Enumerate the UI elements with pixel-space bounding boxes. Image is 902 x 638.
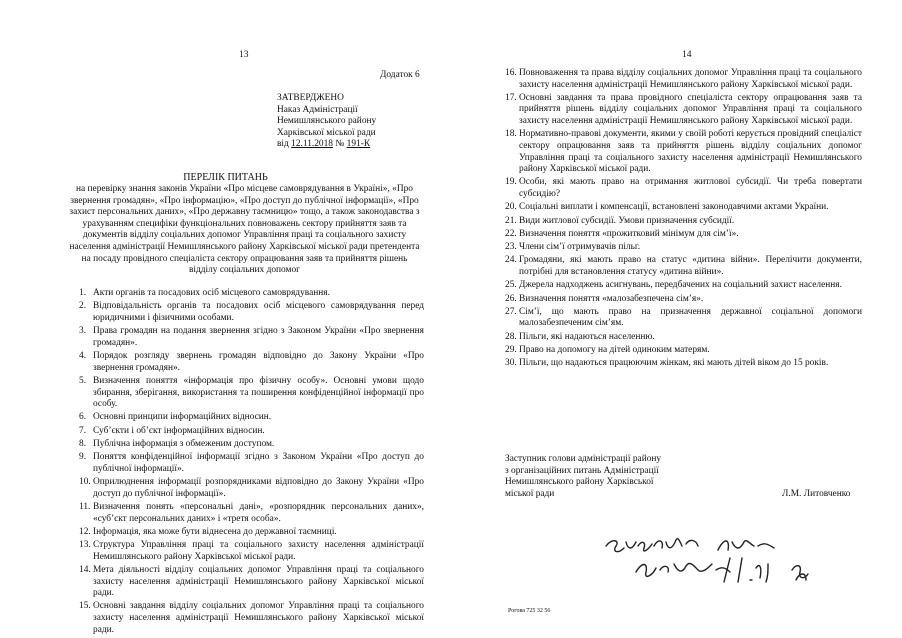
question-text: Громадяни, які мають право на статус «дитина війни». Перелічити документи, потрібні для встановлення статусу «дитина війни». [519, 255, 862, 277]
signatory-title-line: міської ради [505, 488, 555, 499]
question-text: Структура Управління праці та соціального захисту населення адміністрації Немишлянського району Харківської міської ради. [93, 540, 424, 562]
question-number: 1. [79, 288, 87, 298]
document-title: ПЕРЕЛІК ПИТАНЬ [183, 172, 268, 183]
question-number: 15. [79, 601, 91, 612]
question-number: 23. [505, 242, 517, 253]
question-number: 4. [79, 351, 87, 362]
question-item [505, 129, 862, 175]
question-text: Право на допомогу на дітей одиноким матерям. [519, 345, 710, 355]
question-item [505, 93, 862, 128]
question-number: 6. [79, 412, 87, 423]
approval-line: Наказ Адміністрації [277, 104, 358, 115]
question-item [79, 301, 424, 324]
date-prefix: від [277, 139, 292, 150]
approval-block [277, 93, 376, 151]
question-item [79, 412, 424, 424]
question-text: Члени сім’ї отримувачів пільг. [519, 242, 641, 253]
order-date: 12.11.2018 [291, 139, 333, 150]
question-text: Визначення поняття «малозабезпечена сім’я». [519, 293, 704, 304]
question-item [79, 351, 424, 374]
handwritten-signature [598, 528, 828, 588]
question-text: Особи, які мають право на отримання житлової субсидії. Чи треба повертати субсидію? [519, 177, 862, 199]
question-text: Повноваження та права відділу соціальних допомог Управління праці та соціального захисту населення адміністрації Немишлянського району Харківської міської ради. [519, 68, 862, 90]
question-text: Оприлюднення інформації розпорядниками відповідно до Закону України «Про доступ до публічної інформації». [93, 477, 424, 499]
question-number: 11. [79, 501, 91, 512]
question-number: 12. [79, 526, 91, 537]
question-list [79, 288, 424, 638]
question-item [79, 601, 424, 636]
approval-date-line [277, 139, 376, 151]
question-number: 28. [505, 331, 517, 342]
question-item [79, 426, 424, 438]
question-text: Види житлової субсидії. Умови призначення субсидії. [519, 215, 735, 226]
question-item [505, 294, 862, 306]
signatory-title-line: Немишлянського району Харківської [505, 477, 654, 488]
question-text: Основні принципи інформаційних відносин. [93, 412, 272, 423]
question-number: 8. [79, 438, 87, 449]
question-number: 16. [505, 68, 517, 78]
question-item [505, 255, 862, 278]
question-number: 7. [79, 425, 87, 436]
question-text: Мета діяльності відділу соціальних допомог Управління праці та соціального захисту населення адміністрації Немишлянського району Харківської міської ради. [93, 565, 424, 599]
question-text: Основні завдання та права провідного спеціаліста сектору опрацювання заяв та прийняття рішень відділу соціальних допомог Управління праці та соціального захисту населення адміністрації Немишлянського району Харківської міської ради. [519, 92, 862, 127]
approval-heading: ЗАТВЕРДЖЕНО [277, 93, 344, 103]
question-text: Публічна інформація з обмеженим доступом. [93, 438, 275, 449]
question-text: Інформація, яка може бути віднесена до державної таємниці. [93, 526, 337, 537]
order-number: 191-К [346, 139, 371, 150]
question-text: Нормативно-правові документи, якими у своїй роботі керується провідний спеціаліст сектору опрацювання заяв та прийняття рішень відділу соціальних допомог Управління праці та соціального захисту населення адміністрації Немишлянського району Харківської міської ради. [519, 129, 862, 175]
question-item [505, 307, 862, 330]
question-text: Основні завдання відділу соціальних допомог Управління праці та соціального захисту населення адміністрації Немишлянського району Харківської міської ради. [93, 601, 424, 635]
question-text: Джерела надходжень асигнувань, передбачених на соціальний захист населення. [519, 280, 842, 291]
question-number: 27. [505, 306, 517, 317]
approval-line: Харківської міської ради [277, 127, 376, 138]
question-text: Права громадян на подання звернення згідно з Законом України «Про звернення громадян». [93, 326, 424, 348]
question-text: Відповідальність органів та посадових осіб місцевого самоврядування перед юридичними і фізичними особами. [93, 301, 424, 323]
appendix-label: Додаток 6 [380, 70, 420, 80]
question-text: Акти органів та посадових осіб місцевого самоврядування. [93, 288, 330, 298]
question-text: Визначення поняття «інформація про фізичну особу». Основні умови щодо збирання, зберігання, використання та поширення конфіденційної інформації про особу. [93, 375, 424, 410]
question-number: 25. [505, 280, 517, 291]
signatory-title-line: Заступник голови адміністрації району [505, 454, 662, 464]
question-number: 2. [79, 301, 87, 312]
question-number: 19. [505, 177, 517, 188]
question-number: 26. [505, 293, 517, 304]
question-text: Пільги, які надаються населенню. [519, 331, 655, 342]
document-subtitle: на перевірку знання законів України «Про місцеве самоврядування в Україні», «Про звернення громадян», «Про інформацію», «Про доступ до публічної інформації», «Про захист персональних даних», «Про державну таємницю» тощо, а також законодавства з урахуванням специфіки функціональних повноважень сектору прийняття заяв та документів відділу соціальних допомог Управління праці та соціального захисту населення адміністрації Немишлянського району Харківської міської ради претендента на посаду провідного спеціаліста сектору опрацювання заяв та прийняття рішень відділу соціальних допомог [69, 184, 420, 276]
question-item [505, 229, 862, 241]
question-number: 13. [79, 540, 91, 551]
question-number: 20. [505, 202, 517, 213]
question-number: 10. [79, 477, 91, 488]
question-number: 30. [505, 358, 517, 369]
number-prefix: № [333, 139, 347, 150]
question-item [79, 565, 424, 600]
question-number: 17. [505, 92, 517, 103]
signatory-title-line: з організаційних питань Адміністрації [505, 465, 659, 476]
page-number: 14 [682, 50, 692, 60]
question-text: Визначення поняття «прожитковий мінімум для сім’ї». [519, 228, 739, 239]
question-item [79, 376, 424, 411]
question-item [79, 527, 424, 539]
question-list [505, 68, 862, 372]
question-text: Пільги, що надаються працюючим жінкам, які мають дітей віком до 15 років. [519, 358, 829, 369]
question-item [505, 280, 862, 292]
question-number: 21. [505, 215, 517, 226]
question-item [505, 332, 862, 344]
question-item [505, 177, 862, 200]
question-item [505, 202, 862, 214]
question-number: 24. [505, 255, 517, 266]
page-number: 13 [239, 50, 249, 60]
question-number: 5. [79, 375, 87, 386]
question-number: 14. [79, 565, 91, 575]
question-item [79, 326, 424, 349]
question-item [505, 345, 862, 357]
question-item [505, 216, 862, 228]
footer-code: Рогова 725 32 56 [508, 608, 551, 614]
question-number: 18. [505, 129, 517, 140]
signatory-name: Л.М. Литовченко [782, 489, 851, 499]
question-item [79, 452, 424, 475]
approval-line: Немишлянського району [277, 116, 377, 127]
question-text: Визначення понять «персональні дані», «розпорядник персональних даних», «суб’єкт персональних даних» і «третя особа». [93, 501, 424, 524]
question-text: Порядок розгляду звернень громадян відповідно до Закону України «Про звернення громадян». [93, 351, 424, 373]
question-item [79, 439, 424, 451]
question-number: 29. [505, 345, 517, 355]
question-item [79, 288, 424, 300]
question-item [79, 477, 424, 500]
question-item [79, 540, 424, 563]
left-page [0, 0, 451, 633]
question-text: Сім’ї, що мають право на призначення державної соціальної допомоги малозабезпеченим сім’ям. [519, 306, 862, 329]
question-number: 3. [79, 326, 87, 337]
question-item [505, 358, 862, 370]
question-item [505, 242, 862, 254]
question-item [505, 68, 862, 91]
question-text: Суб’єкти і об’єкт інформаційних відносин. [93, 425, 265, 436]
question-number: 9. [79, 452, 87, 463]
question-text: Соціальні виплати і компенсації, встановлені законодавчими актами України. [519, 202, 829, 213]
question-text: Поняття конфіденційної інформації згідно з Законом України «Про доступ до публічної інформації». [93, 452, 424, 474]
question-item [79, 502, 424, 525]
question-number: 22. [505, 228, 517, 239]
